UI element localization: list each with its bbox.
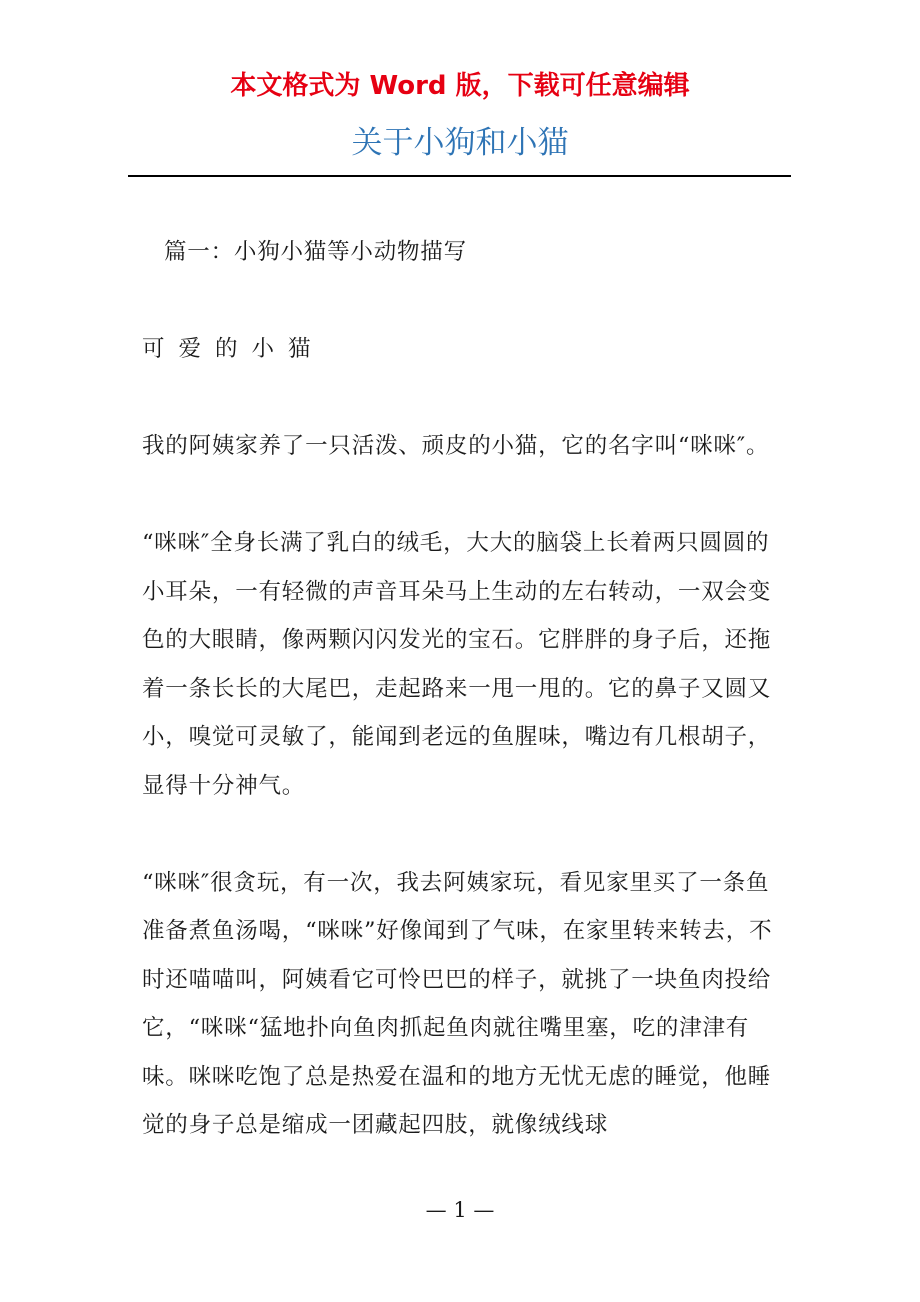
page-number: — 1 — bbox=[425, 1198, 495, 1222]
paragraph-intro: 我的阿姨家养了一只活泼、顽皮的小猫，它的名字叫“咪咪″。 bbox=[142, 433, 770, 459]
document-body bbox=[142, 228, 792, 1150]
paragraph-appearance: “咪咪″全身长满了乳白的绒毛，大大的脑袋上长着两只圆圆的小耳朵，一有轻微的声音耳朵马上生动的左右转动，一双会变色的大眼睛，像两颗闪闪发光的宝石。它胖胖的身子后，还拖着一条长长的大尾巴，走起路来一甩一甩的。它的鼻子又圆又小，嗅觉可灵敏了，能闻到老远的鱼腥味，嘴边有几根胡子，显得十分神气。 bbox=[142, 530, 772, 799]
title-divider bbox=[128, 175, 791, 177]
article-subtitle: 可爱的小猫 bbox=[142, 336, 325, 362]
download-banner: 本文格式为 Word 版，下载可任意编辑 bbox=[230, 71, 690, 101]
document-title: 关于小狗和小猫 bbox=[351, 125, 569, 161]
paragraph-playful: “咪咪″很贪玩，有一次，我去阿姨家玩，看见家里买了一条鱼准备煮鱼汤喝，“咪咪”好像闻到了气味，在家里转来转去，不时还喵喵叫，阿姨看它可怜巴巴的样子，就挑了一块鱼肉投给它，“咪咪“猛地扑向鱼肉抓起鱼肉就往嘴里塞，吃的津津有味。咪咪吃饱了总是热爱在温和的地方无忧无虑的睡觉，他睡觉的身子总是缩成一团藏起四肢，就像绒线球 bbox=[142, 869, 773, 1138]
section-heading: 篇一：小狗小猫等小动物描写 bbox=[164, 239, 467, 265]
